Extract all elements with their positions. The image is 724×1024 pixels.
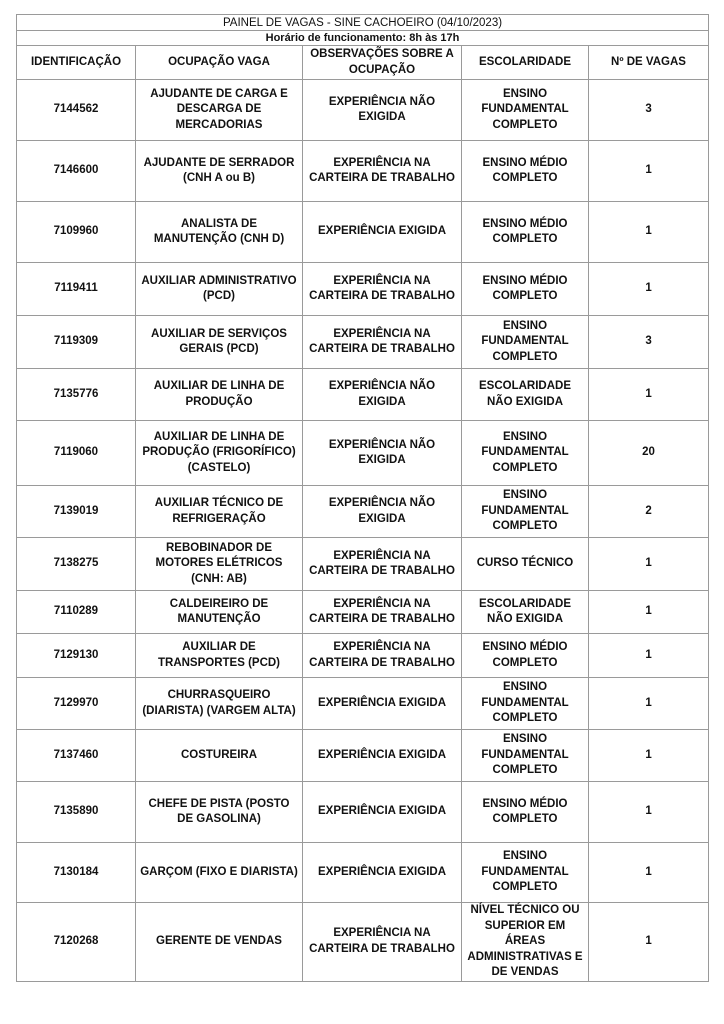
cell-vagas: 1 xyxy=(589,591,709,634)
table-row xyxy=(17,678,709,730)
table-row xyxy=(17,634,709,678)
cell-observacoes: EXPERIÊNCIA NA CARTEIRA DE TRABALHO xyxy=(303,141,462,202)
cell-ocupacao: AJUDANTE DE CARGA E DESCARGA DE MERCADORIAS xyxy=(136,80,303,141)
column-header-ocupacao: OCUPAÇÃO VAGA xyxy=(136,46,303,80)
table-row xyxy=(17,421,709,486)
cell-escolaridade: ENSINO MÉDIO COMPLETO xyxy=(462,202,589,263)
cell-vagas: 1 xyxy=(589,903,709,982)
cell-vagas: 3 xyxy=(589,80,709,141)
cell-observacoes: EXPERIÊNCIA EXIGIDA xyxy=(303,730,462,782)
cell-escolaridade: NÍVEL TÉCNICO OU SUPERIOR EM ÁREAS ADMINISTRATIVAS E DE VENDAS xyxy=(462,903,589,982)
cell-ocupacao: AUXILIAR ADMINISTRATIVO (PCD) xyxy=(136,263,303,316)
cell-escolaridade: ESCOLARIDADE NÃO EXIGIDA xyxy=(462,369,589,421)
cell-escolaridade: ENSINO MÉDIO COMPLETO xyxy=(462,141,589,202)
cell-ocupacao: AUXILIAR DE LINHA DE PRODUÇÃO xyxy=(136,369,303,421)
cell-vagas: 2 xyxy=(589,486,709,538)
cell-identificacao: 7135776 xyxy=(17,369,136,421)
cell-escolaridade: ENSINO MÉDIO COMPLETO xyxy=(462,634,589,678)
cell-ocupacao: CALDEIREIRO DE MANUTENÇÃO xyxy=(136,591,303,634)
cell-escolaridade: ENSINO MÉDIO COMPLETO xyxy=(462,263,589,316)
table-row xyxy=(17,538,709,591)
header-row xyxy=(17,46,709,80)
cell-ocupacao: CHURRASQUEIRO (DIARISTA) (VARGEM ALTA) xyxy=(136,678,303,730)
cell-vagas: 1 xyxy=(589,730,709,782)
cell-escolaridade: ENSINO FUNDAMENTAL COMPLETO xyxy=(462,486,589,538)
cell-escolaridade: ENSINO FUNDAMENTAL COMPLETO xyxy=(462,730,589,782)
table-row xyxy=(17,369,709,421)
cell-observacoes: EXPERIÊNCIA NA CARTEIRA DE TRABALHO xyxy=(303,634,462,678)
cell-escolaridade: ENSINO FUNDAMENTAL COMPLETO xyxy=(462,80,589,141)
cell-ocupacao: AJUDANTE DE SERRADOR (CNH A ou B) xyxy=(136,141,303,202)
column-header-escolaridade: ESCOLARIDADE xyxy=(462,46,589,80)
cell-escolaridade: ENSINO FUNDAMENTAL COMPLETO xyxy=(462,421,589,486)
cell-ocupacao: COSTUREIRA xyxy=(136,730,303,782)
cell-ocupacao: ANALISTA DE MANUTENÇÃO (CNH D) xyxy=(136,202,303,263)
cell-ocupacao: AUXILIAR DE SERVIÇOS GERAIS (PCD) xyxy=(136,316,303,369)
cell-ocupacao: AUXILIAR DE TRANSPORTES (PCD) xyxy=(136,634,303,678)
column-header-vagas: Nº DE VAGAS xyxy=(589,46,709,80)
cell-vagas: 1 xyxy=(589,263,709,316)
cell-vagas: 1 xyxy=(589,678,709,730)
cell-vagas: 1 xyxy=(589,369,709,421)
cell-escolaridade: ENSINO FUNDAMENTAL COMPLETO xyxy=(462,678,589,730)
cell-vagas: 1 xyxy=(589,843,709,903)
cell-ocupacao: CHEFE DE PISTA (POSTO DE GASOLINA) xyxy=(136,782,303,843)
cell-identificacao: 7109960 xyxy=(17,202,136,263)
cell-identificacao: 7139019 xyxy=(17,486,136,538)
cell-ocupacao: GARÇOM (FIXO E DIARISTA) xyxy=(136,843,303,903)
opening-hours: Horário de funcionamento: 8h às 17h xyxy=(17,31,709,46)
cell-escolaridade: ENSINO FUNDAMENTAL COMPLETO xyxy=(462,843,589,903)
vacancy-table xyxy=(16,14,709,982)
table-row xyxy=(17,591,709,634)
cell-escolaridade: CURSO TÉCNICO xyxy=(462,538,589,591)
cell-observacoes: EXPERIÊNCIA EXIGIDA xyxy=(303,678,462,730)
cell-identificacao: 7130184 xyxy=(17,843,136,903)
cell-identificacao: 7120268 xyxy=(17,903,136,982)
cell-identificacao: 7137460 xyxy=(17,730,136,782)
cell-observacoes: EXPERIÊNCIA NÃO EXIGIDA xyxy=(303,80,462,141)
table-row xyxy=(17,202,709,263)
cell-ocupacao: AUXILIAR TÉCNICO DE REFRIGERAÇÃO xyxy=(136,486,303,538)
column-header-observacoes: OBSERVAÇÕES SOBRE A OCUPAÇÃO xyxy=(303,46,462,80)
table-row xyxy=(17,843,709,903)
page-title: PAINEL DE VAGAS - SINE CACHOEIRO (04/10/2023) xyxy=(17,15,709,31)
cell-identificacao: 7110289 xyxy=(17,591,136,634)
cell-escolaridade: ENSINO FUNDAMENTAL COMPLETO xyxy=(462,316,589,369)
cell-observacoes: EXPERIÊNCIA EXIGIDA xyxy=(303,782,462,843)
cell-observacoes: EXPERIÊNCIA NA CARTEIRA DE TRABALHO xyxy=(303,903,462,982)
cell-identificacao: 7119060 xyxy=(17,421,136,486)
table-row xyxy=(17,782,709,843)
cell-observacoes: EXPERIÊNCIA EXIGIDA xyxy=(303,843,462,903)
cell-identificacao: 7129970 xyxy=(17,678,136,730)
cell-vagas: 1 xyxy=(589,202,709,263)
hours-row xyxy=(17,31,709,46)
cell-vagas: 1 xyxy=(589,141,709,202)
cell-observacoes: EXPERIÊNCIA NÃO EXIGIDA xyxy=(303,369,462,421)
cell-ocupacao: AUXILIAR DE LINHA DE PRODUÇÃO (FRIGORÍFICO) (CASTELO) xyxy=(136,421,303,486)
cell-vagas: 3 xyxy=(589,316,709,369)
table-row xyxy=(17,80,709,141)
cell-observacoes: EXPERIÊNCIA NA CARTEIRA DE TRABALHO xyxy=(303,316,462,369)
cell-vagas: 1 xyxy=(589,634,709,678)
cell-ocupacao: GERENTE DE VENDAS xyxy=(136,903,303,982)
table-row xyxy=(17,730,709,782)
cell-observacoes: EXPERIÊNCIA EXIGIDA xyxy=(303,202,462,263)
cell-observacoes: EXPERIÊNCIA NÃO EXIGIDA xyxy=(303,486,462,538)
table-row xyxy=(17,903,709,982)
cell-escolaridade: ENSINO MÉDIO COMPLETO xyxy=(462,782,589,843)
cell-identificacao: 7146600 xyxy=(17,141,136,202)
cell-observacoes: EXPERIÊNCIA NA CARTEIRA DE TRABALHO xyxy=(303,538,462,591)
cell-observacoes: EXPERIÊNCIA NA CARTEIRA DE TRABALHO xyxy=(303,591,462,634)
cell-identificacao: 7138275 xyxy=(17,538,136,591)
table-row xyxy=(17,141,709,202)
cell-observacoes: EXPERIÊNCIA NA CARTEIRA DE TRABALHO xyxy=(303,263,462,316)
cell-identificacao: 7135890 xyxy=(17,782,136,843)
cell-vagas: 1 xyxy=(589,782,709,843)
column-header-id: IDENTIFICAÇÃO xyxy=(17,46,136,80)
cell-ocupacao: REBOBINADOR DE MOTORES ELÉTRICOS (CNH: AB) xyxy=(136,538,303,591)
cell-escolaridade: ESCOLARIDADE NÃO EXIGIDA xyxy=(462,591,589,634)
cell-identificacao: 7119411 xyxy=(17,263,136,316)
title-row xyxy=(17,15,709,31)
table-row xyxy=(17,263,709,316)
table-row xyxy=(17,316,709,369)
cell-vagas: 1 xyxy=(589,538,709,591)
cell-identificacao: 7144562 xyxy=(17,80,136,141)
cell-observacoes: EXPERIÊNCIA NÃO EXIGIDA xyxy=(303,421,462,486)
cell-identificacao: 7129130 xyxy=(17,634,136,678)
cell-vagas: 20 xyxy=(589,421,709,486)
table-row xyxy=(17,486,709,538)
cell-identificacao: 7119309 xyxy=(17,316,136,369)
